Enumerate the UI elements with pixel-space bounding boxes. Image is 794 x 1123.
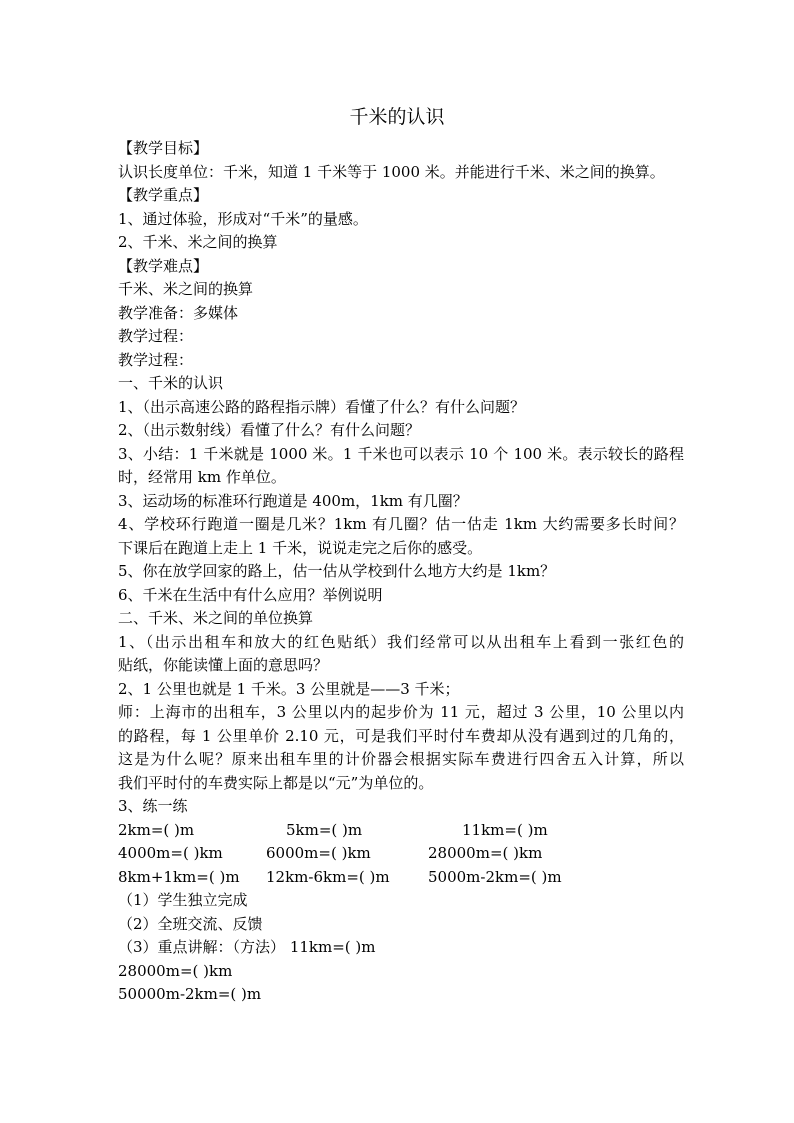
step-line: （3）重点讲解：（方法） 11km=( )m [118, 938, 376, 956]
exercise-item: 6000m=( )km [266, 844, 371, 862]
exercise-item: 8km+1km=( )m [118, 867, 240, 886]
step-line: 28000m=( )km [118, 961, 233, 980]
step-line: （2）全班交流、反馈 [118, 914, 263, 933]
exercise-item: 5000m-2km=( )m [428, 867, 562, 886]
section-heading-part-one: 一、千米的认识 [118, 374, 224, 392]
paragraph-line: 1、通过体验，形成对“千米”的量感。 [118, 209, 368, 228]
paragraph-line: 2、1 公里也就是 1 千米。3 公里就是——3 千米； [118, 679, 460, 698]
paragraph-line: 1、（出示高速公路的路程指示牌）看懂了什么？有什么问题？ [118, 397, 526, 416]
paragraph-line: 贴纸，你能读懂上面的意思吗？ [118, 656, 329, 674]
paragraph-line: 1、（出示出租车和放大的红色贴纸）我们经常可以从出租车上看到一张红色的 [118, 632, 684, 651]
paragraph-line: 教学准备：多媒体 [118, 303, 239, 322]
step-line: 50000m-2km=( )m [118, 985, 262, 1003]
section-heading-practice: 3、练一练 [118, 797, 188, 815]
paragraph-line: 师：上海市的出租车，3 公里以内的起步价为 11 元，超过 3 公里，10 公里以内 [118, 703, 684, 721]
paragraph-line: 下课后在跑道上走上 1 千米，说说走完之后你的感受。 [118, 538, 483, 557]
paragraph-line: 6、千米在生活中有什么应用？举例说明 [118, 585, 383, 604]
exercise-row [118, 819, 684, 843]
exercise-item: 28000m=( )km [428, 844, 543, 862]
paragraph-line: 3、运动场的标准环行跑道是 400m，1km 有几圈？ [118, 491, 468, 510]
paragraph-line: 3、小结：1 千米就是 1000 米。1 千米也可以表示 10 个 100 米。表示较长的路程 [118, 444, 684, 463]
document-body [118, 137, 684, 1007]
paragraph-line: 我们平时付的车费实际上都是以“元”为单位的。 [118, 773, 434, 792]
paragraph-line: 教学过程： [118, 327, 194, 345]
paragraph-line: 认识长度单位：千米，知道 1 千米等于 1000 米。并能进行千米、米之间的换算。 [118, 162, 665, 181]
exercise-item: 5km=( )m [286, 820, 363, 839]
paragraph-line: 千米、米之间的换算 [118, 280, 254, 298]
paragraph-line: 这是为什么呢？原来出租车里的计价器会根据实际车费进行四舍五入计算，所以 [118, 750, 684, 768]
step-line: （1）学生独立完成 [118, 891, 248, 909]
section-heading-difficulties: 【教学难点】 [118, 256, 209, 275]
section-heading-key-points: 【教学重点】 [118, 186, 209, 204]
paragraph-line: 2、（出示数射线）看懂了什么？有什么问题？ [118, 421, 421, 439]
paragraph-line: 5、你在放学回家的路上，估一估从学校到什么地方大约是 1km？ [118, 562, 556, 580]
exercise-row [118, 866, 684, 890]
paragraph-line: 的路程，每 1 公里单价 2.10 元，可是我们平时付车费却从没有遇到过的几角的， [118, 726, 684, 745]
paragraph-line: 教学过程： [118, 350, 194, 369]
exercise-item: 11km=( )m [462, 820, 548, 839]
exercise-item: 4000m=( )km [118, 844, 223, 862]
paragraph-line: 时，经常用 km 作单位。 [118, 468, 286, 486]
section-heading-objectives: 【教学目标】 [118, 139, 209, 157]
exercise-item: 12km-6km=( )m [266, 867, 390, 886]
exercise-item: 2km=( )m [118, 820, 195, 839]
exercise-row [118, 842, 684, 866]
section-heading-part-two: 二、千米、米之间的单位换算 [118, 609, 314, 627]
paragraph-line: 2、千米、米之间的换算 [118, 233, 278, 251]
paragraph-line: 4、学校环行跑道一圈是几米？1km 有几圈？估一估走 1km 大约需要多长时间？ [118, 515, 684, 533]
document-title: 千米的认识 [349, 106, 445, 128]
